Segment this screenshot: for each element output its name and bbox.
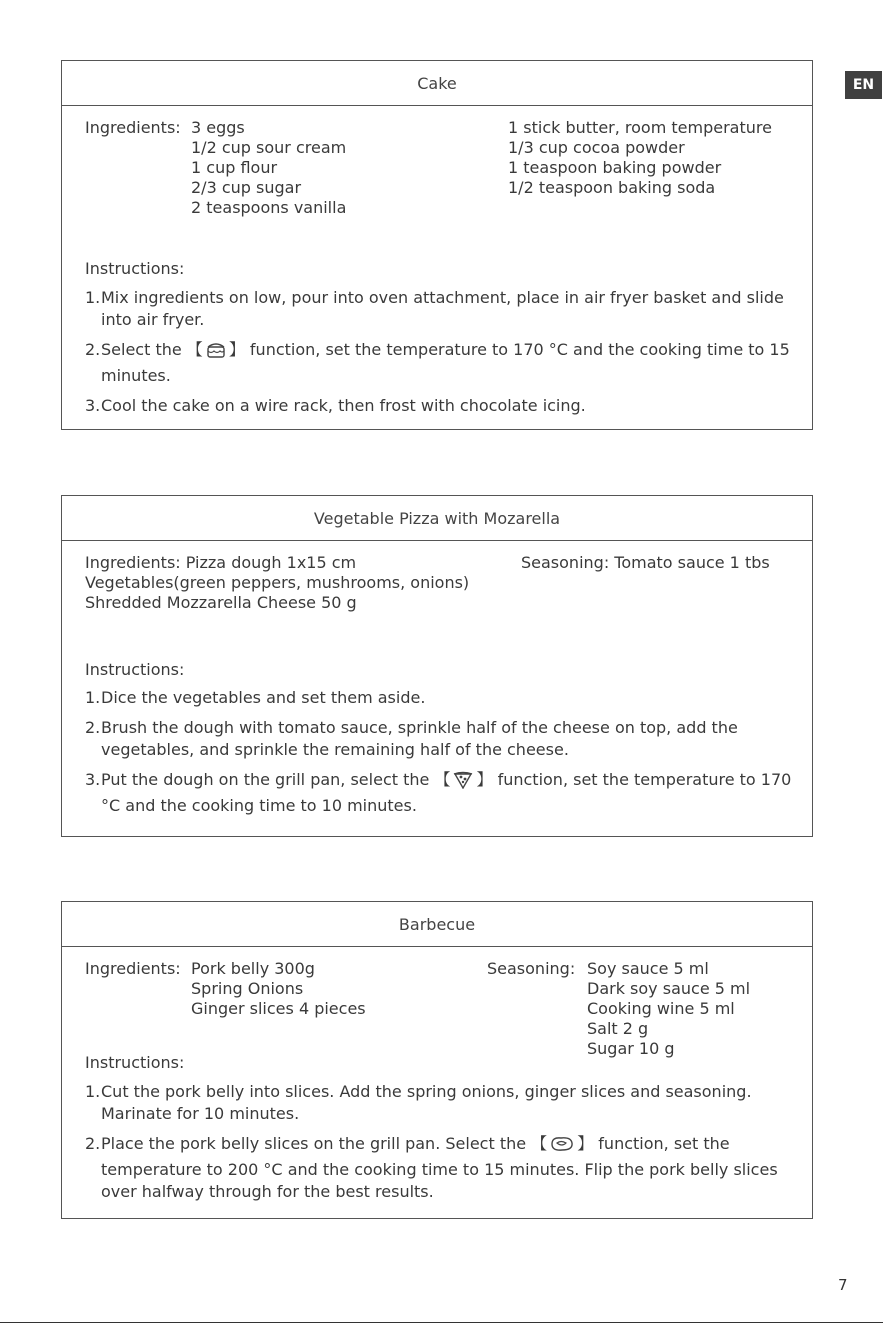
barbecue-recipe-box — [61, 901, 813, 1219]
ingredient-item: Ginger slices 4 pieces — [191, 999, 366, 1018]
instruction-step: 2. Select the 【 】 function, set the temperature to 170 °C and the cooking time to 15 minutes. — [85, 340, 790, 385]
bbq-ingredients-list — [191, 959, 366, 1019]
instruction-step: 1. Dice the vegetables and set them aside. — [85, 688, 426, 707]
pizza-instructions-label: Instructions: — [85, 660, 185, 679]
ingredient-item: 1 cup flour — [191, 158, 278, 177]
seasoning-item: Cooking wine 5 ml — [587, 999, 735, 1018]
ingredient-item: 1 teaspoon baking powder — [508, 158, 722, 177]
steak-icon — [549, 1135, 575, 1159]
bbq-instructions-label: Instructions: — [85, 1053, 185, 1072]
ingredient-item: 1 stick butter, room temperature — [508, 118, 772, 137]
bbq-instructions — [85, 1081, 805, 1211]
cake-instructions-label: Instructions: — [85, 259, 185, 278]
instruction-step: 1. Cut the pork belly into slices. Add the spring onions, ginger slices and seasoning. Marinate for 10 minutes. — [85, 1082, 752, 1123]
cake-instructions — [85, 287, 805, 425]
instruction-step: 2. Brush the dough with tomato sauce, sprinkle half of the cheese on top, add the vegetables, and sprinkle the remaining half of the cheese. — [85, 718, 738, 759]
ingredient-item: 1/2 cup sour cream — [191, 138, 347, 157]
ingredient-item: 2 teaspoons vanilla — [191, 198, 347, 217]
seasoning-item: Salt 2 g — [587, 1019, 649, 1038]
instruction-step: 3. Put the dough on the grill pan, select the 【 】 function, set the temperature to 170 °C and the cooking time to 10 minutes. — [85, 770, 792, 815]
cake-recipe-box — [61, 60, 813, 430]
pizza-instructions — [85, 687, 805, 825]
cake-ingredients-left — [191, 118, 346, 218]
ingredient-item: 1/2 teaspoon baking soda — [508, 178, 716, 197]
cake-ingredients-right — [508, 118, 772, 198]
seasoning-item: Dark soy sauce 5 ml — [587, 979, 751, 998]
cake-ingredients-label: Ingredients: — [85, 118, 181, 137]
instruction-step: 3. Cool the cake on a wire rack, then frost with chocolate icing. — [85, 396, 586, 415]
pizza-ingredients-line: Shredded Mozzarella Cheese 50 g — [85, 593, 357, 612]
barbecue-title: Barbecue — [62, 902, 812, 947]
ingredient-item: 1/3 cup cocoa powder — [508, 138, 685, 157]
pizza-ingredients-line: Ingredients: Pizza dough 1x15 cm — [85, 553, 357, 572]
page-number: 7 — [838, 1276, 848, 1294]
cake-icon — [205, 341, 227, 365]
page-bottom-rule — [0, 1322, 883, 1323]
pizza-title: Vegetable Pizza with Mozarella — [62, 496, 812, 541]
bbq-seasoning-label: Seasoning: — [487, 959, 576, 978]
language-badge: EN — [845, 71, 882, 99]
seasoning-item: Soy sauce 5 ml — [587, 959, 709, 978]
cake-title: Cake — [62, 61, 812, 106]
instruction-step: 2. Place the pork belly slices on the grill pan. Select the 【 】 function, set the temperature to 200 °C and the cooking time to 15 minutes. Flip the pork belly slices over halfway through for the best results. — [85, 1134, 778, 1201]
instruction-step: 1. Mix ingredients on low, pour into oven attachment, place in air fryer basket and slide into air fryer. — [85, 288, 784, 329]
pizza-seasoning: Seasoning: Tomato sauce 1 tbs — [521, 553, 770, 572]
pizza-recipe-box — [61, 495, 813, 837]
bbq-ingredients-label: Ingredients: — [85, 959, 181, 978]
ingredient-item: Pork belly 300g — [191, 959, 315, 978]
pizza-icon — [452, 771, 474, 795]
bbq-seasoning-list — [587, 959, 750, 1059]
seasoning-item: Sugar 10 g — [587, 1039, 675, 1058]
pizza-ingredients-line: Vegetables(green peppers, mushrooms, onions) — [85, 573, 470, 592]
ingredient-item: 2/3 cup sugar — [191, 178, 302, 197]
ingredient-item: Spring Onions — [191, 979, 304, 998]
ingredient-item: 3 eggs — [191, 118, 245, 137]
